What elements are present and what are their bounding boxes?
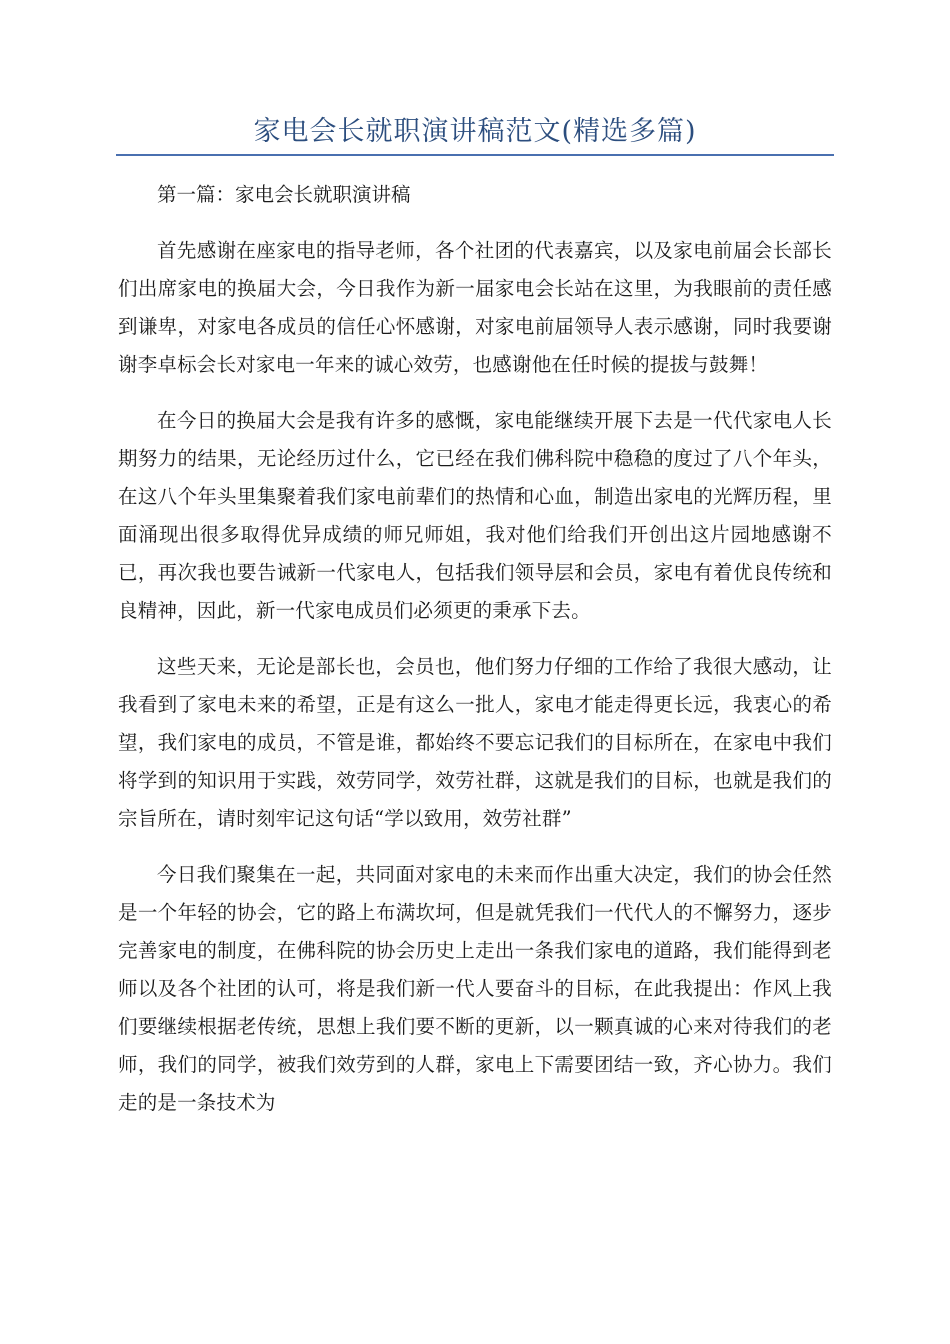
paragraph-4: 今日我们聚集在一起，共同面对家电的未来而作出重大决定，我们的协会任然是一个年轻的协会，它的路上布满坎坷，但是就凭我们一代代人的不懈努力，逐步完善家电的制度，在佛科院的协会历史上走出一条我们家电的道路，我们能得到老师以及各个社团的认可，将是我们新一代人要奋斗的目标，在此我提出：作风上我们要继续根据老传统，思想上我们要不断的更新，以一颗真诚的心来对待我们的老师，我们的同学，被我们效劳到的人群，家电上下需要团结一致，齐心协力。我们走的是一条技术为 xyxy=(118,863,832,1114)
section-heading: 第一篇：家电会长就职演讲稿 xyxy=(157,183,411,206)
document-body xyxy=(118,176,832,1140)
paragraph-1: 首先感谢在座家电的指导老师，各个社团的代表嘉宾，以及家电前届会长部长们出席家电的换届大会，今日我作为新一届家电会长站在这里，为我眼前的责任感到谦卑，对家电各成员的信任心怀感谢，对家电前届领导人表示感谢，同时我要谢谢李卓标会长对家电一年来的诚心效劳，也感谢他在任时候的提拔与鼓舞！ xyxy=(118,239,832,376)
document-title: 家电会长就职演讲稿范文(精选多篇) xyxy=(253,116,697,147)
paragraph-2: 在今日的换届大会是我有许多的感慨，家电能继续开展下去是一代代家电人长期努力的结果，无论经历过什么，它已经在我们佛科院中稳稳的度过了八个年头，在这八个年头里集聚着我们家电前辈们的热情和心血，制造出家电的光辉历程，里面涌现出很多取得优异成绩的师兄师姐，我对他们给我们开创出这片园地感谢不已，再次我也要告诫新一代家电人，包括我们领导层和会员，家电有着优良传统和良精神，因此，新一代家电成员们必须更的秉承下去。 xyxy=(118,409,832,622)
title-underline xyxy=(116,154,834,156)
paragraph-3: 这些天来，无论是部长也，会员也，他们努力仔细的工作给了我很大感动，让我看到了家电未来的希望，正是有这么一批人，家电才能走得更长远，我衷心的希望，我们家电的成员，不管是谁，都始终不要忘记我们的目标所在，在家电中我们将学到的知识用于实践，效劳同学，效劳社群，这就是我们的目标，也就是我们的宗旨所在，请时刻牢记这句话“学以致用，效劳社群” xyxy=(118,655,832,830)
